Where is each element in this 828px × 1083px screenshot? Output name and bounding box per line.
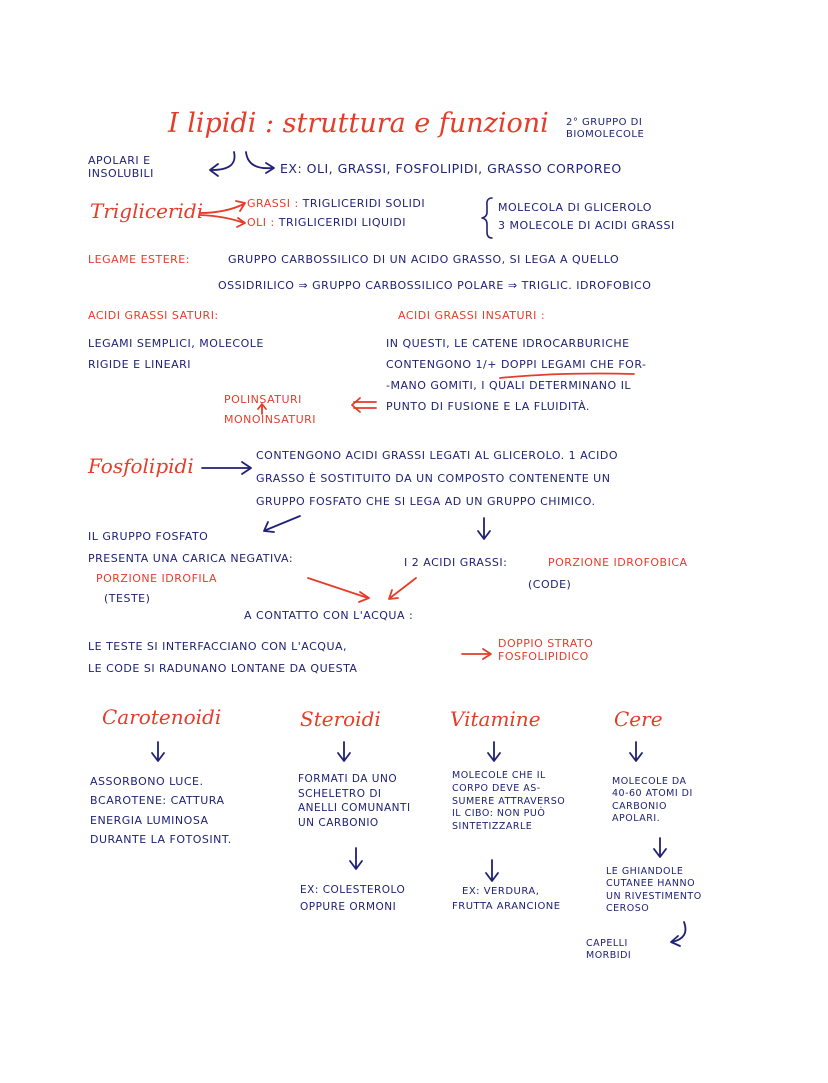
carotenoidi-line: ΒCAROTENE: CATTURA [90, 794, 225, 808]
intro-line: INSOLUBILI [88, 166, 154, 180]
carotenoidi-line: ENERGIA LUMINOSA [90, 813, 209, 827]
doppio-strato-line: DOPPIO STRATO [498, 637, 594, 650]
capelli-line: MORBIDI [586, 950, 632, 962]
type-monoinsaturi: MONOINSATURI [224, 412, 317, 426]
legame-line-2: OSSIDRILICO ⇒ GRUPPO CARBOSSILICO POLARE ⇒ TRIGLIC. IDROFOBICO [218, 279, 652, 292]
down-arrow-icon [338, 742, 350, 761]
contatto-arrows [308, 578, 491, 659]
acqua-line: LE CODE SI RADUNANO LONTANE DA QUESTA [88, 662, 358, 675]
oli-text: TRIGLICERIDI LIQUIDI [278, 216, 407, 229]
doppio-strato-line: FOSFOLIPIDICO [498, 649, 589, 663]
intro-arrows [210, 152, 274, 176]
teste-label: (TESTE) [104, 592, 151, 605]
title-side-line: BIOMOLECOLE [566, 128, 645, 140]
page-title: I lipidi : struttura e funzioni [168, 108, 549, 139]
curved-arrow-icon [671, 922, 686, 946]
insaturi-line: IN QUESTI, LE CATENE IDROCARBURICHE [386, 337, 630, 350]
acqua-line: LE TESTE SI INTERFACCIANO CON L'ACQUA, [88, 640, 348, 653]
steroidi-line: UN CARBONIO [298, 817, 379, 830]
ghiandole-line: UN RIVESTIMENTO [606, 890, 702, 902]
ghiandole-line: LE GHIANDOLE [606, 866, 684, 877]
title-side-line: 2° GRUPPO DI [566, 117, 643, 128]
saturi-heading: ACIDI GRASSI SATURI: [88, 309, 219, 322]
type-polinsaturi: POLINSATURI [224, 393, 302, 406]
carotenoidi-heading: Carotenoidi [102, 705, 222, 729]
arrow-idrofobica-icon [390, 578, 416, 598]
up-caret-icon [258, 404, 266, 414]
arrow-to-grassi-icon [200, 204, 244, 213]
grassi-text: TRIGLICERIDI SOLIDI [302, 197, 426, 210]
down-arrow-icon [654, 838, 666, 857]
double-arrow-icon [354, 402, 376, 408]
legame-label: LEGAME ESTERE: [88, 253, 190, 266]
vitamine-line: SINTETIZZARLE [452, 821, 533, 833]
cere-heading: Cere [614, 707, 663, 731]
ghiandole-line: CEROSO [606, 903, 650, 915]
down-arrow-icon [630, 742, 642, 761]
acidi-grassi-label: I 2 ACIDI GRASSI: [404, 556, 508, 569]
molecule-line: MOLECOLA DI GLICEROLO [498, 201, 652, 214]
fosfolipidi-line: GRASSO È SOSTITUITO DA UN COMPOSTO CONTENENTE UN [256, 472, 611, 486]
vitamine-heading: Vitamine [450, 707, 541, 731]
vitamine-line: CORPO DEVE AS- [452, 782, 541, 794]
steroidi-line: ANELLI COMUNANTI [298, 802, 411, 815]
code-label: (CODE) [528, 578, 572, 591]
arrow-to-examples-icon [246, 152, 272, 168]
capelli-line: CAPELLI [586, 938, 628, 949]
fosfato-line: IL GRUPPO FOSFATO [88, 530, 209, 543]
steroidi-heading: Steroidi [300, 707, 381, 731]
down-arrow-icon [486, 860, 498, 881]
arrow-idrofila-icon [308, 578, 368, 598]
insaturi-line: -MANO GOMITI, I QUALI DETERMINANO IL [386, 378, 632, 392]
column-arrows [152, 742, 686, 946]
cere-line: CARBONIO [612, 800, 667, 812]
vitamine-line: SUMERE ATTRAVERSO [452, 795, 566, 807]
steroidi-example-line: OPPURE ORMONI [300, 900, 397, 913]
cere-line: MOLECOLE DA [612, 776, 687, 787]
molecule-line: 3 MOLECOLE DI ACIDI GRASSI [498, 218, 675, 232]
carotenoidi-line: ASSORBONO LUCE. [90, 775, 204, 788]
cere-line: 40-60 ATOMI DI [612, 788, 693, 800]
doppi-legami-underline [500, 374, 634, 379]
insaturi-arrow [258, 398, 376, 414]
arrowhead-icon [352, 398, 360, 412]
down-arrow-icon [488, 742, 500, 761]
down-arrow-icon [152, 742, 164, 761]
fosfolipidi-arrows [202, 462, 490, 539]
trigliceridi-heading: Trigliceridi [90, 199, 204, 223]
arrow-to-apolari-icon [212, 152, 235, 170]
saturi-line: LEGAMI SEMPLICI, MOLECOLE [88, 337, 264, 350]
porzione-idrofila: PORZIONE IDROFILA [96, 572, 218, 585]
molecule-brace-icon [482, 198, 492, 238]
saturi-line: RIGIDE E LINEARI [88, 357, 191, 371]
oli-label: OLI : [247, 216, 275, 229]
down-arrow-icon [350, 848, 362, 869]
cere-line: APOLARI. [612, 813, 661, 825]
insaturi-line: PUNTO DI FUSIONE E LA FLUIDITÀ. [386, 399, 590, 413]
porzione-idrofobica: PORZIONE IDROFOBICA [548, 556, 688, 569]
legame-line-1: GRUPPO CARBOSSILICO DI UN ACIDO GRASSO, SI LEGA A QUELLO [228, 253, 620, 266]
steroidi-example-line: EX: COLESTEROLO [300, 884, 406, 896]
intro-line: APOLARI E [88, 154, 151, 167]
fosfolipidi-line: GRUPPO FOSFATO CHE SI LEGA AD UN GRUPPO CHIMICO. [256, 495, 596, 509]
ghiandole-line: CUTANEE HANNO [606, 878, 696, 890]
trigliceridi-arrows [200, 201, 245, 227]
fosfato-line: PRESENTA UNA CARICA NEGATIVA: [88, 552, 294, 565]
arrow-to-oli-icon [200, 215, 244, 223]
contatto-acqua: A CONTATTO CON L'ACQUA : [244, 609, 414, 622]
carotenoidi-line: DURANTE LA FOTOSINT. [90, 832, 232, 846]
vitamine-example-line: EX: VERDURA, [462, 886, 540, 897]
fosfolipidi-line: CONTENGONO ACIDI GRASSI LEGATI AL GLICEROLO. 1 ACIDO [256, 449, 618, 462]
grassi-label: GRASSI : [247, 197, 299, 210]
arrow-to-fosfato-icon [266, 516, 300, 530]
fosfolipidi-heading: Fosfolipidi [88, 454, 194, 478]
insaturi-line: CONTENGONO 1/+ DOPPI LEGAMI CHE FOR- [386, 357, 647, 371]
vitamine-line: MOLECOLE CHE IL [452, 770, 546, 781]
vitamine-line: IL CIBO: NON PUÒ [452, 808, 546, 820]
steroidi-line: SCHELETRO DI [298, 787, 382, 800]
steroidi-line: FORMATI DA UNO [298, 773, 398, 785]
vitamine-example-line: FRUTTA ARANCIONE [452, 901, 561, 912]
insaturi-heading: ACIDI GRASSI INSATURI : [398, 309, 546, 322]
intro-examples: EX: OLI, GRASSI, FOSFOLIPIDI, GRASSO CORPOREO [280, 161, 622, 176]
